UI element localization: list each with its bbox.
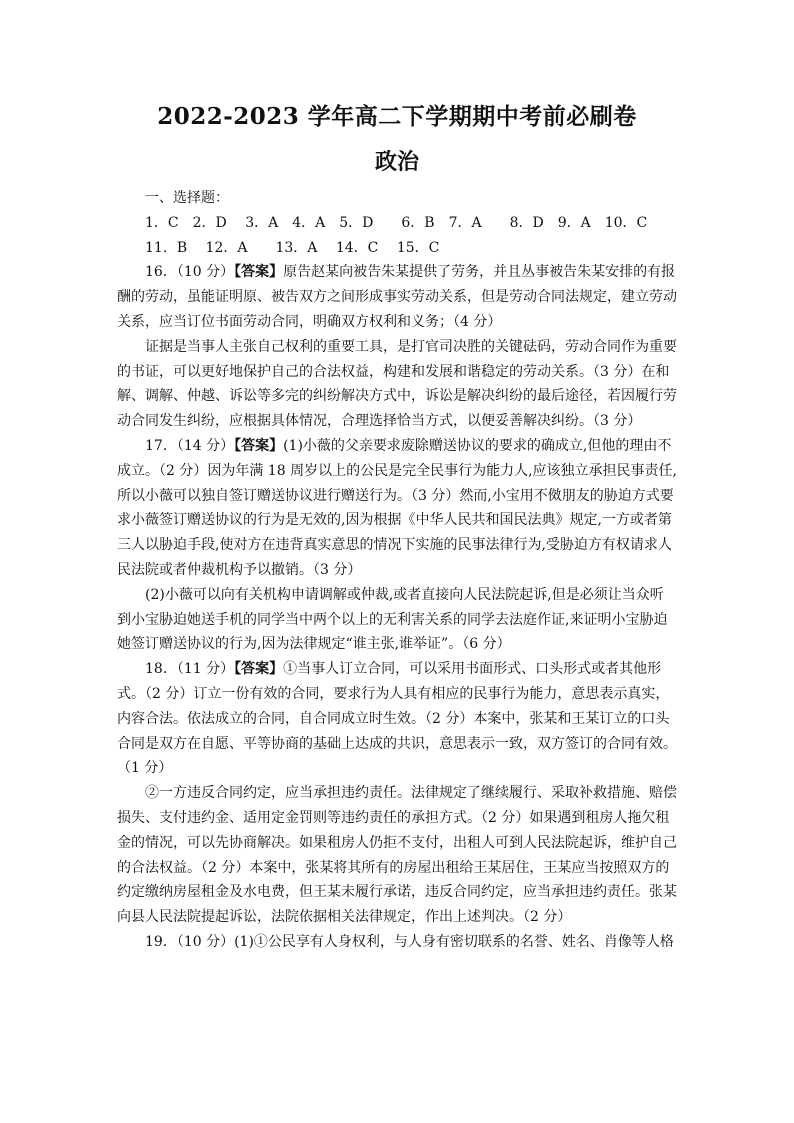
q17-text-1: (1)小薇的父亲要求废除赠送协议的要求的确成立,但他的理由不成立。（2 分）因为年满 18 周岁以上的公民是完全民事行为能力人,应该独立承担民事责任,所以小薇可以独自签订赠送协议进行赠送行为。（3 分）然而,小宝用不傚朋友的胁迫方式要求小薇签订赠送协议的行为是无效的,因为根据《中华人民共和国民法典》规定,一方或者第三人以胁迫手段,使对方在违背真实意思的情况下实施的民事法律行为,受胁迫方有权请求人民法院或者仲裁机构予以撤销。（3 分） [117, 437, 677, 578]
q19-prefix: 19．（10 分） [145, 933, 235, 950]
q17-paragraph-1 [117, 434, 677, 583]
q18-prefix: 18．（11 分） [145, 661, 235, 678]
answer-content [117, 186, 677, 955]
q19-text: (1)①公民享有人身权利，与人身有密切联系的名誉、姓名、肖像等人格 [234, 933, 674, 950]
q18-text-1: ①当事人订立合同，可以采用书面形式、口头形式或者其他形式。（2 分）订立一份有效的合同，要求行为人具有相应的民事行为能力，意思表示真实，内容合法。依法成立的合同，自合同成立时生效。（2 分）本案中，张某和王某订立的口头合同是双方在自愿、平等协商的基础上达成的共识，意思表示一致，双方签订的合同有效。（1 分） [117, 661, 677, 777]
choice-answers-row-1: 1．C 2．D 3．A 4．A 5．D 6．B 7．A 8．D 9．A 10．C [145, 214, 648, 231]
q17-answer-tag: 【答案】 [234, 437, 284, 454]
q16-paragraph-1 [117, 260, 677, 334]
q18-answer-tag: 【答案】 [234, 661, 284, 678]
page-title: 2022-2023 学年高二下学期期中考前必刷卷 [157, 103, 637, 130]
q16-prefix: 16．（10 分） [145, 264, 235, 281]
subject-heading: 政治 [374, 149, 419, 175]
q16-paragraph-2: 证据是当事人主张自己权利的重要工具，是打官司决胜的关键砝码，劳动合同作为重要的书证，可以更好地保护自己的合法权益，构建和发展和谐稳定的劳动关系。（3 分）在和解、调解、仲越、诉讼等多完的纠纷解决方式中，诉讼是解决纠纷的最后途径，若因履行劳动合同发生纠纷，应根据具体情况，合理选择恰当方式，以便妥善解决纠纷。（3 分） [117, 338, 677, 430]
q17-paragraph-2: (2)小薇可以向有关机构申请调解或仲裁,或者直接向人民法院起诉,但是必须让当众听到小宝胁迫她送手机的同学当中两个以上的无利害关系的同学去法庭作证,来证明小宝胁迫她签订赠送协议的行为,因为法律规定“谁主张,谁举证”。（6 分） [117, 586, 668, 653]
q19-paragraph [117, 930, 677, 955]
q18-paragraph-1 [117, 657, 677, 781]
q17-prefix: 17．（14 分） [145, 437, 235, 454]
q18-paragraph-2: ②一方违反合同约定，应当承担违约责任。法律规定了继续履行、采取补救措施、赔偿损失、支付违约金、适用定金罚则等违约责任的承担方式。（2 分）如果遇到租房人拖欠租金的情况，可以先协商解决。如果租房人仍拒不支付，出租人可到人民法院起诉，维护自己的合法权益。（2 分）本案中，张某将其所有的房屋出租给王某居住，王某应当按照双方的约定缴纳房屋租金及水电费，但王某未履行承诺，违反合同约定，应当承担违约责任。张某向县人民法院提起诉讼，法院依据相关法律规定，作出上述判决。（2 分） [117, 785, 677, 926]
choice-answers-row-2: 11．B 12．A 13．A 14．C 15．C [145, 239, 440, 256]
q16-text-1: 原告赵某向被告朱某提供了劳务，并且丛事被告朱某安排的有报酬的劳动，虽能证明原、被告双方之间形成事实劳动关系，但是劳动合同法规定，建立劳动关系，应当订位书面劳动合同，明确双方权利和义务；（4 分） [117, 264, 677, 330]
section-heading: 一、选择题： [145, 190, 229, 206]
q16-answer-tag: 【答案】 [234, 264, 284, 281]
